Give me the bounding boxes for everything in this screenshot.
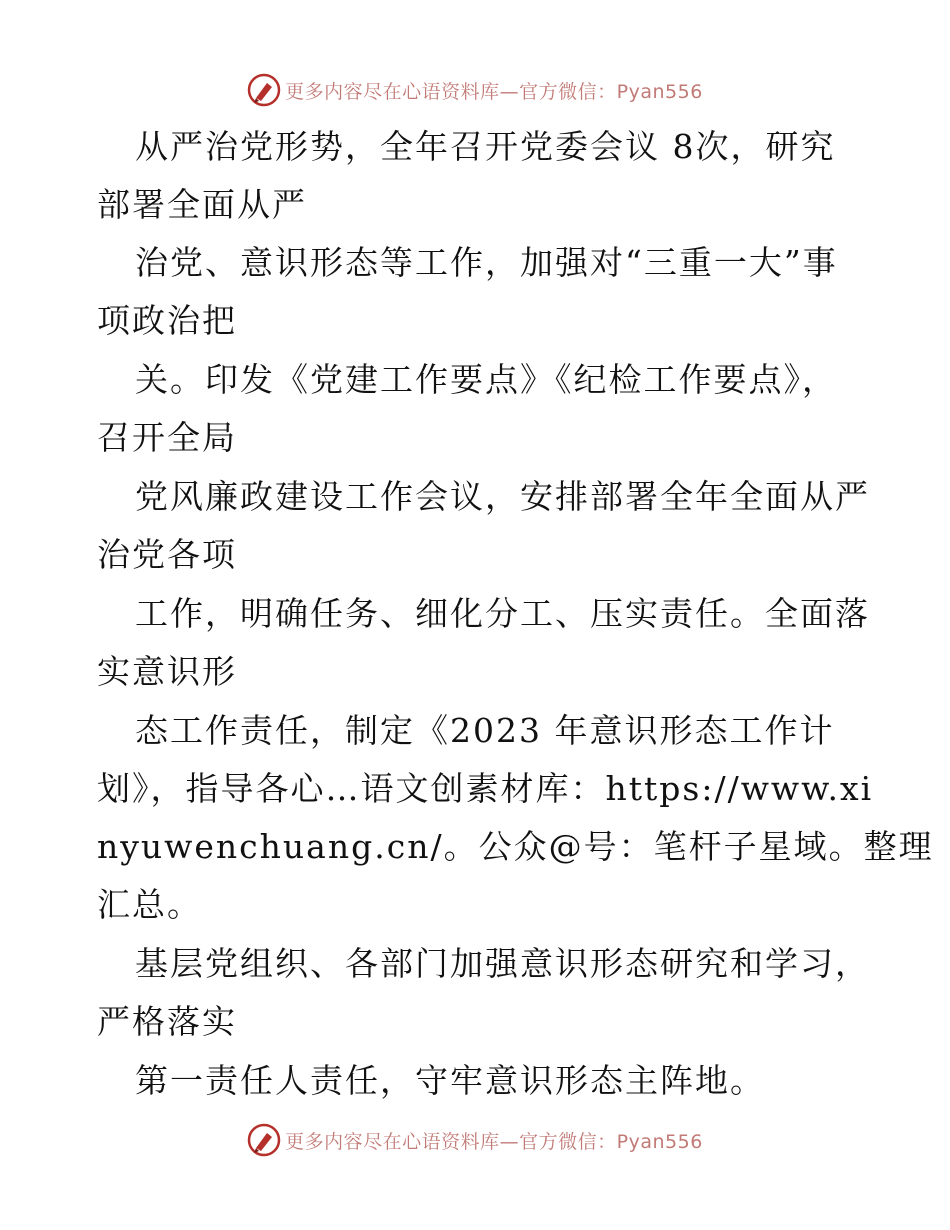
text-line: 关。印发《党建工作要点》《纪检工作要点》，: [135, 360, 837, 399]
header-watermark-text: 更多内容尽在心语资料库—官方微信：Pyan556: [285, 80, 703, 103]
text-line: 工作，明确任务、细化分工、压实责任。全面落: [135, 594, 870, 633]
footer-watermark-text: 更多内容尽在心语资料库—官方微信：Pyan556: [285, 1130, 703, 1153]
text-line: 项政治把: [97, 301, 237, 340]
text-line: 从严治党形势，全年召开党委会议 8次，研究: [135, 127, 836, 166]
text-line: 严格落实: [97, 1002, 237, 1041]
footer-watermark: [0, 1120, 950, 1160]
text-line: 第一责任人责任，守牢意识形态主阵地。: [135, 1061, 765, 1100]
pen-logo-icon: [247, 1123, 281, 1157]
text-line: 态工作责任，制定《2023 年意识形态工作计: [135, 711, 835, 750]
text-line: 汇总。: [97, 885, 202, 924]
text-line: 基层党组织、各部门加强意识形态研究和学习，: [135, 944, 870, 983]
text-line: 召开全局: [97, 418, 237, 457]
text-line: 实意识形: [97, 652, 237, 691]
text-line: 党风廉政建设工作会议，安排部署全年全面从严: [135, 477, 870, 516]
text-line: 治党、意识形态等工作，加强对“三重一大”事: [135, 243, 838, 282]
text-line: nyuwenchuang.cn/。公众@号：笔杆子星域。整理: [97, 827, 934, 866]
text-line: 治党各项: [97, 535, 237, 574]
text-line: 部署全面从严: [97, 185, 307, 224]
text-line: 划》，指导各心…语文创素材库：https://www.xi: [97, 769, 874, 808]
